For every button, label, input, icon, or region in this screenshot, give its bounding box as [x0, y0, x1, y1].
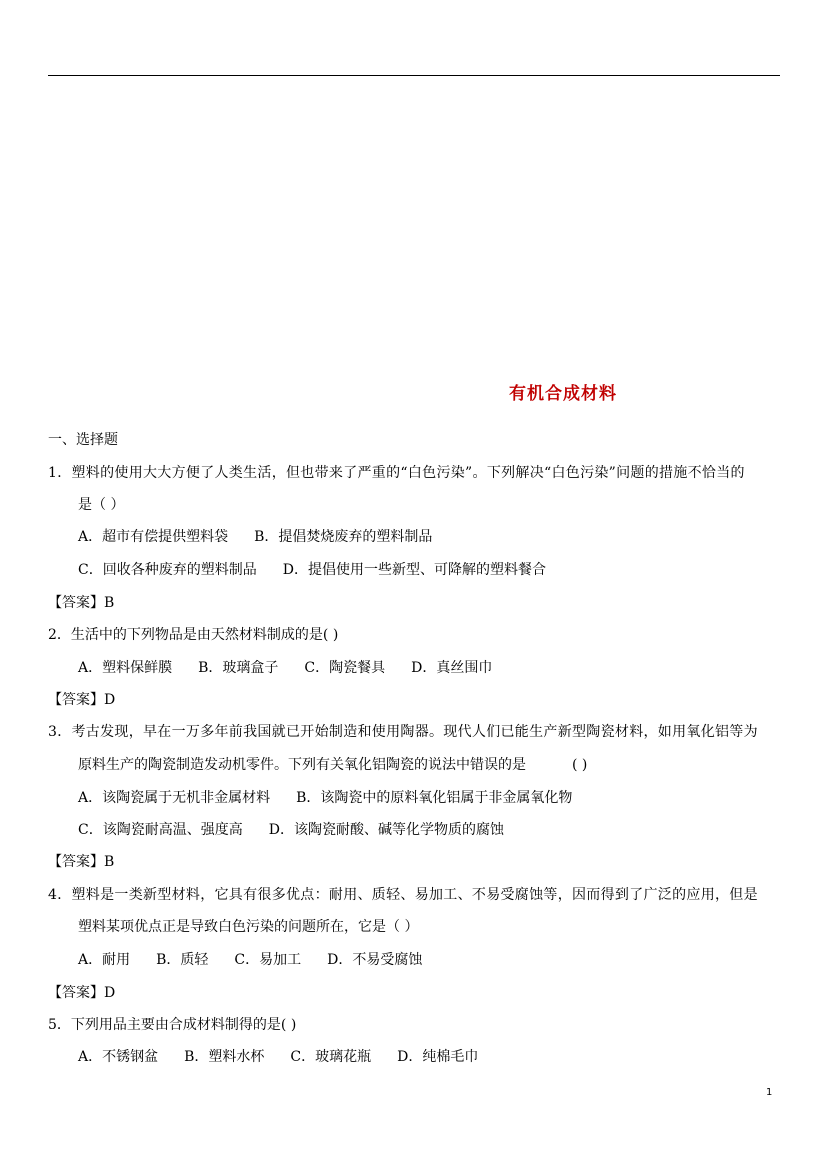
option-a: A．超市有偿提供塑料袋 — [78, 529, 229, 545]
option-b: B．塑料水杯 — [184, 1049, 265, 1065]
option-c: C．玻璃花瓶 — [290, 1049, 372, 1065]
option-c: C．该陶瓷耐高温、强度高 — [78, 822, 243, 838]
question-1-options-row-1 — [78, 528, 432, 546]
option-d: D．纯棉毛巾 — [397, 1049, 479, 1065]
question-3-answer: 【答案】B — [48, 854, 115, 870]
question-1-stem-continued: 是（ ） — [78, 497, 125, 513]
question-2-stem: 2．生活中的下列物品是由天然材料制成的是( ) — [48, 627, 339, 643]
option-a: A．不锈钢盆 — [78, 1049, 159, 1065]
question-3-stem-text: 原料生产的陶瓷制造发动机零件。下列有关氧化铝陶瓷的说法中错误的是 — [78, 757, 526, 773]
option-d: D．不易受腐蚀 — [327, 952, 423, 968]
question-2-options — [78, 659, 492, 677]
header-rule — [48, 75, 780, 76]
question-5-options — [78, 1048, 478, 1066]
question-3-options-row-1 — [78, 789, 572, 807]
option-b: B．该陶瓷中的原料氧化铝属于非金属氧化物 — [296, 790, 573, 806]
option-c: C．易加工 — [234, 952, 302, 968]
page-number: 1 — [766, 1087, 773, 1098]
question-4-answer: 【答案】D — [48, 985, 116, 1001]
document-title: 有机合成材料 — [509, 384, 617, 404]
option-b: B．玻璃盒子 — [198, 660, 279, 676]
question-4-options — [78, 951, 422, 969]
option-b: B．提倡焚烧废弃的塑料制品 — [254, 529, 433, 545]
option-d: D．真丝围巾 — [411, 660, 493, 676]
question-4-stem: 4．塑料是一类新型材料，它具有很多优点：耐用、质轻、易加工、不易受腐蚀等，因而得到了广泛的应用，但是 — [48, 887, 758, 903]
option-c: C．陶瓷餐具 — [304, 660, 386, 676]
question-3-stem: 3．考古发现，早在一万多年前我国就已开始制造和使用陶器。现代人们已能生产新型陶瓷材料，如用氧化铝等为 — [48, 724, 758, 740]
question-3-options-row-2 — [78, 821, 504, 839]
option-a: A．耐用 — [78, 952, 131, 968]
question-2-answer: 【答案】D — [48, 692, 116, 708]
option-d: D．该陶瓷耐酸、碱等化学物质的腐蚀 — [268, 822, 504, 838]
question-1-answer: 【答案】B — [48, 595, 115, 611]
answer-blank: ( ) — [572, 757, 588, 773]
question-1-options-row-2 — [78, 561, 546, 579]
option-b: B．质轻 — [156, 952, 209, 968]
option-a: A．塑料保鲜膜 — [78, 660, 173, 676]
option-d: D．提倡使用一些新型、可降解的塑料餐合 — [282, 562, 546, 578]
question-4-stem-continued: 塑料某项优点正是导致白色污染的问题所在，它是（ ） — [78, 919, 419, 935]
option-a: A．该陶瓷属于无机非金属材料 — [78, 790, 271, 806]
section-heading: 一、选择题 — [48, 432, 118, 448]
option-c: C．回收各种废弃的塑料制品 — [78, 562, 257, 578]
question-1-stem: 1．塑料的使用大大方便了人类生活，但也带来了严重的“白色污染”。下列解决“白色污染”问题的措施不恰当的 — [48, 465, 745, 481]
question-5-stem: 5．下列用品主要由合成材料制得的是( ) — [48, 1017, 297, 1033]
question-3-stem-continued — [78, 756, 587, 774]
